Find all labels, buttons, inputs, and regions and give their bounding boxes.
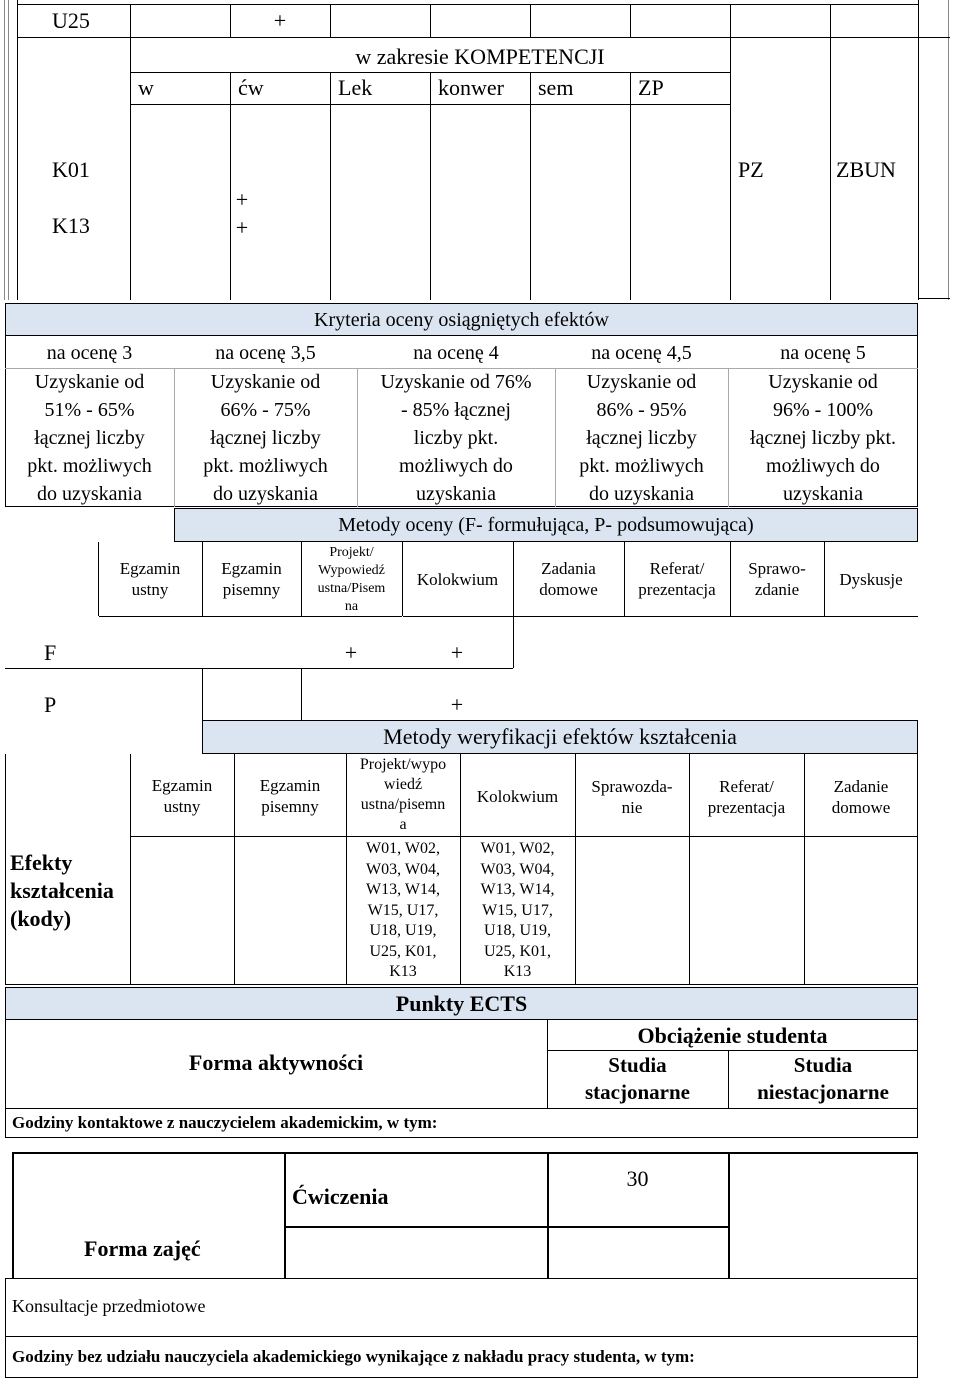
zbun-label: ZBUN (836, 157, 896, 182)
forma-aktywnosci: Forma aktywności (188, 1050, 364, 1075)
criteria-title: Kryteria oceny osiągniętych efektów (5, 303, 918, 336)
method-kolokwium: Kolokwium (416, 569, 499, 589)
u25-mark: + (273, 8, 287, 33)
method-projekt: Projekt/ Wypowiedź ustna/Pisem na (317, 545, 386, 614)
verif-egzamin-ustny: Egzamin ustny (151, 776, 213, 816)
code-u25: U25 (52, 8, 90, 33)
verification-title: Metody weryfikacji efektów kształcenia (202, 720, 918, 754)
verif-sprawozdanie: Sprawozda- nie (591, 777, 673, 817)
cwiczenia-hours: 30 (626, 1166, 649, 1191)
verif-kolokwium: Kolokwium (476, 786, 559, 806)
method-dyskusje: Dyskusje (839, 569, 903, 589)
verif-egzamin-pisemny: Egzamin pisemny (259, 776, 321, 816)
code-k01: K01 (52, 157, 90, 182)
contact-hours-label: Godziny kontaktowe z nauczycielem akademickim, w tym: (12, 1113, 438, 1132)
code-k13: K13 (52, 213, 90, 238)
col-w: w (138, 75, 154, 100)
codes-kolokwium: W01, W02, W03, W04, W13, W14, W15, U17, U18, U19, U25, K01, K13 (480, 840, 555, 981)
grade-3-5: na ocenę 3,5 (215, 342, 316, 364)
criteria-desc-4-5: Uzyskanie od 86% - 95% łącznej liczby pkt. możliwych do uzyskania (579, 371, 704, 505)
k-marks: + + (235, 187, 249, 240)
methods-title: Metody oceny (F- formułująca, P- podsumowująca) (174, 508, 918, 542)
method-egzamin-ustny: Egzamin ustny (119, 559, 181, 599)
method-egzamin-pisemny: Egzamin pisemny (221, 559, 282, 599)
col-lek: Lek (338, 75, 373, 100)
p-mark-kolokwium: + (450, 692, 464, 717)
criteria-desc-3-5: Uzyskanie od 66% - 75% łącznej liczby pkt. możliwych do uzyskania (203, 371, 328, 505)
grade-5: na ocenę 5 (780, 342, 866, 364)
criteria-desc-4: Uzyskanie od 76% - 85% łącznej liczby pkt. możliwych do uzyskania (380, 371, 532, 505)
consultations-label: Konsultacje przedmiotowe (12, 1295, 206, 1316)
student-load-title: Obciążenie studenta (637, 1022, 828, 1048)
row-f-label: F (44, 640, 57, 665)
grade-4-5: na ocenę 4,5 (591, 342, 692, 364)
verif-referat: Referat/ prezentacja (707, 777, 786, 817)
verif-projekt: Projekt/wypo wiedź ustna/pisemn a (359, 756, 447, 833)
forma-zajec-label: Forma zajęć (84, 1236, 201, 1261)
grade-3: na ocenę 3 (46, 342, 133, 364)
ects-title: Punkty ECTS (5, 987, 918, 1020)
method-referat: Referat/ prezentacja (638, 559, 716, 599)
col-cw: ćw (238, 75, 264, 100)
col-konwer: konwer (438, 75, 504, 100)
f-mark-kolokwium: + (450, 640, 464, 665)
cwiczenia-label: Ćwiczenia (292, 1184, 389, 1209)
efekty-label: Efekty kształcenia (kody) (10, 850, 114, 931)
verif-zadanie-domowe: Zadanie domowe (831, 777, 891, 817)
col-sem: sem (538, 75, 574, 100)
codes-projekt: W01, W02, W03, W04, W13, W14, W15, U17, U18, U19, U25, K01, K13 (366, 840, 440, 981)
criteria-desc-3: Uzyskanie od 51% - 65% łącznej liczby pkt. możliwych do uzyskania (27, 371, 152, 505)
row-p-label: P (44, 692, 57, 717)
self-study-label: Godziny bez udziału nauczyciela akademickiego wynikające z nakładu pracy studenta, w tym: (12, 1347, 695, 1366)
col-zp: ZP (638, 75, 664, 100)
competence-title: w zakresie KOMPETENCJI (355, 44, 605, 69)
method-sprawozdanie: Sprawo- zdanie (748, 559, 806, 599)
f-mark-projekt: + (344, 640, 358, 665)
studia-stacjonarne: Studia stacjonarne (585, 1053, 690, 1104)
method-zadania-domowe: Zadania domowe (539, 559, 598, 599)
criteria-desc-5: Uzyskanie od 96% - 100% łącznej liczby pkt. możliwych do uzyskania (749, 371, 897, 505)
studia-niestacjonarne: Studia niestacjonarne (757, 1053, 889, 1104)
grade-4: na ocenę 4 (413, 342, 499, 364)
pz-label: PZ (738, 157, 764, 182)
